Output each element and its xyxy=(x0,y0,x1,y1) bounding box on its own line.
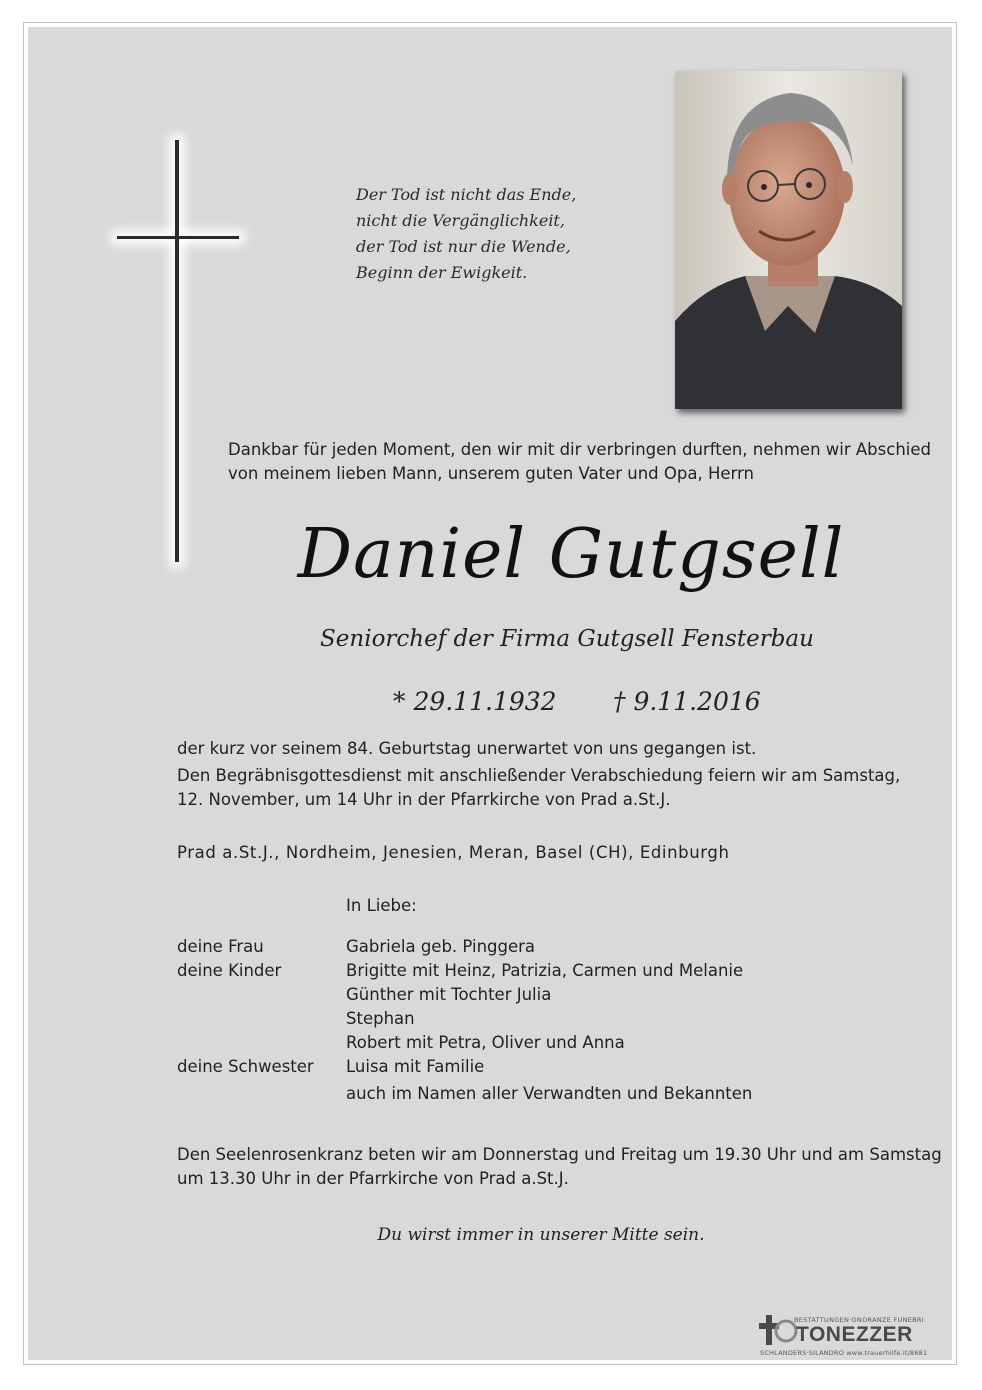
rosary-line: um 13.30 Uhr in der Pfarrkirche von Prad a.St.J. xyxy=(177,1169,569,1188)
mourner-names: Günther mit Tochter Julia xyxy=(346,985,552,1004)
poem-line: Beginn der Ewigkeit. xyxy=(356,263,528,282)
announcement-line: der kurz vor seinem 84. Geburtstag unerwartet von uns gegangen ist. xyxy=(177,739,757,758)
intro-line: Dankbar für jeden Moment, den wir mit dir verbringen durften, nehmen wir Abschied xyxy=(228,440,931,459)
mourner-names: Brigitte mit Heinz, Patrizia, Carmen und Melanie xyxy=(346,961,744,980)
mourner-relation: deine Frau xyxy=(177,937,264,956)
deceased-title: Seniorchef der Firma Gutgsell Fensterbau xyxy=(320,626,814,652)
farewell-line: Du wirst immer in unserer Mitte sein. xyxy=(377,1225,705,1245)
logo-footer: SCHLANDERS·SILANDRO www.trauerhilfe.it/8681 xyxy=(760,1349,928,1357)
mourner-row xyxy=(177,935,917,959)
poem-line: nicht die Vergänglichkeit, xyxy=(356,211,565,230)
mourner-names: Luisa mit Familie xyxy=(346,1057,485,1076)
deceased-name: Daniel Gutgsell xyxy=(297,515,845,594)
mourner-row xyxy=(177,983,917,1007)
mourner-row xyxy=(177,959,917,983)
mourner-names: Robert mit Petra, Oliver und Anna xyxy=(346,1033,625,1052)
funeral-home-logo xyxy=(758,1313,950,1361)
portrait-photo xyxy=(675,71,902,409)
mourner-relation xyxy=(177,983,346,1007)
birth-date: * 29.11.1932 xyxy=(393,687,557,716)
mourner-row xyxy=(177,1007,917,1031)
logo-name: TONEZZER xyxy=(796,1323,913,1346)
announcement-line: 12. November, um 14 Uhr in der Pfarrkirche von Prad a.St.J. xyxy=(177,790,671,809)
rosary-line: Den Seelenrosenkranz beten wir am Donnerstag und Freitag um 19.30 Uhr und am Samstag xyxy=(177,1145,942,1164)
mourner-names: Gabriela geb. Pinggera xyxy=(346,937,536,956)
mourner-relation: deine Schwester xyxy=(177,1057,314,1076)
mourner-row xyxy=(177,1031,917,1055)
mourner-relation xyxy=(177,1031,346,1055)
cross-icon xyxy=(175,140,179,562)
poem-line: Der Tod ist nicht das Ende, xyxy=(356,185,577,204)
poem-line: der Tod ist nur die Wende, xyxy=(356,237,571,256)
intro-text xyxy=(228,438,931,486)
funeral-announcement xyxy=(177,737,917,812)
rosary-announcement xyxy=(177,1143,942,1191)
poem xyxy=(356,182,576,286)
logo-tagline: BESTATTUNGEN·ONORANZE FUNEBRI xyxy=(794,1316,924,1324)
mourner-relation: deine Kinder xyxy=(177,961,282,980)
mourners-list xyxy=(177,935,917,1079)
relatives-note: auch im Namen aller Verwandten und Bekannten xyxy=(346,1084,753,1103)
places-list: Prad a.St.J., Nordheim, Jenesien, Meran, Basel (CH), Edinburgh xyxy=(177,843,730,862)
portrait-image xyxy=(675,71,902,409)
announcement-line: Den Begräbnisgottesdienst mit anschließender Verabschiedung feiern wir am Samstag, xyxy=(177,766,901,785)
death-date: † 9.11.2016 xyxy=(613,687,761,716)
logo-cross-icon xyxy=(758,1313,798,1347)
mourner-relation xyxy=(177,1007,346,1031)
mourner-names: Stephan xyxy=(346,1009,415,1028)
in-love-heading: In Liebe: xyxy=(346,896,417,915)
mourner-row xyxy=(177,1055,917,1079)
intro-line: von meinem lieben Mann, unserem guten Vater und Opa, Herrn xyxy=(228,464,754,483)
